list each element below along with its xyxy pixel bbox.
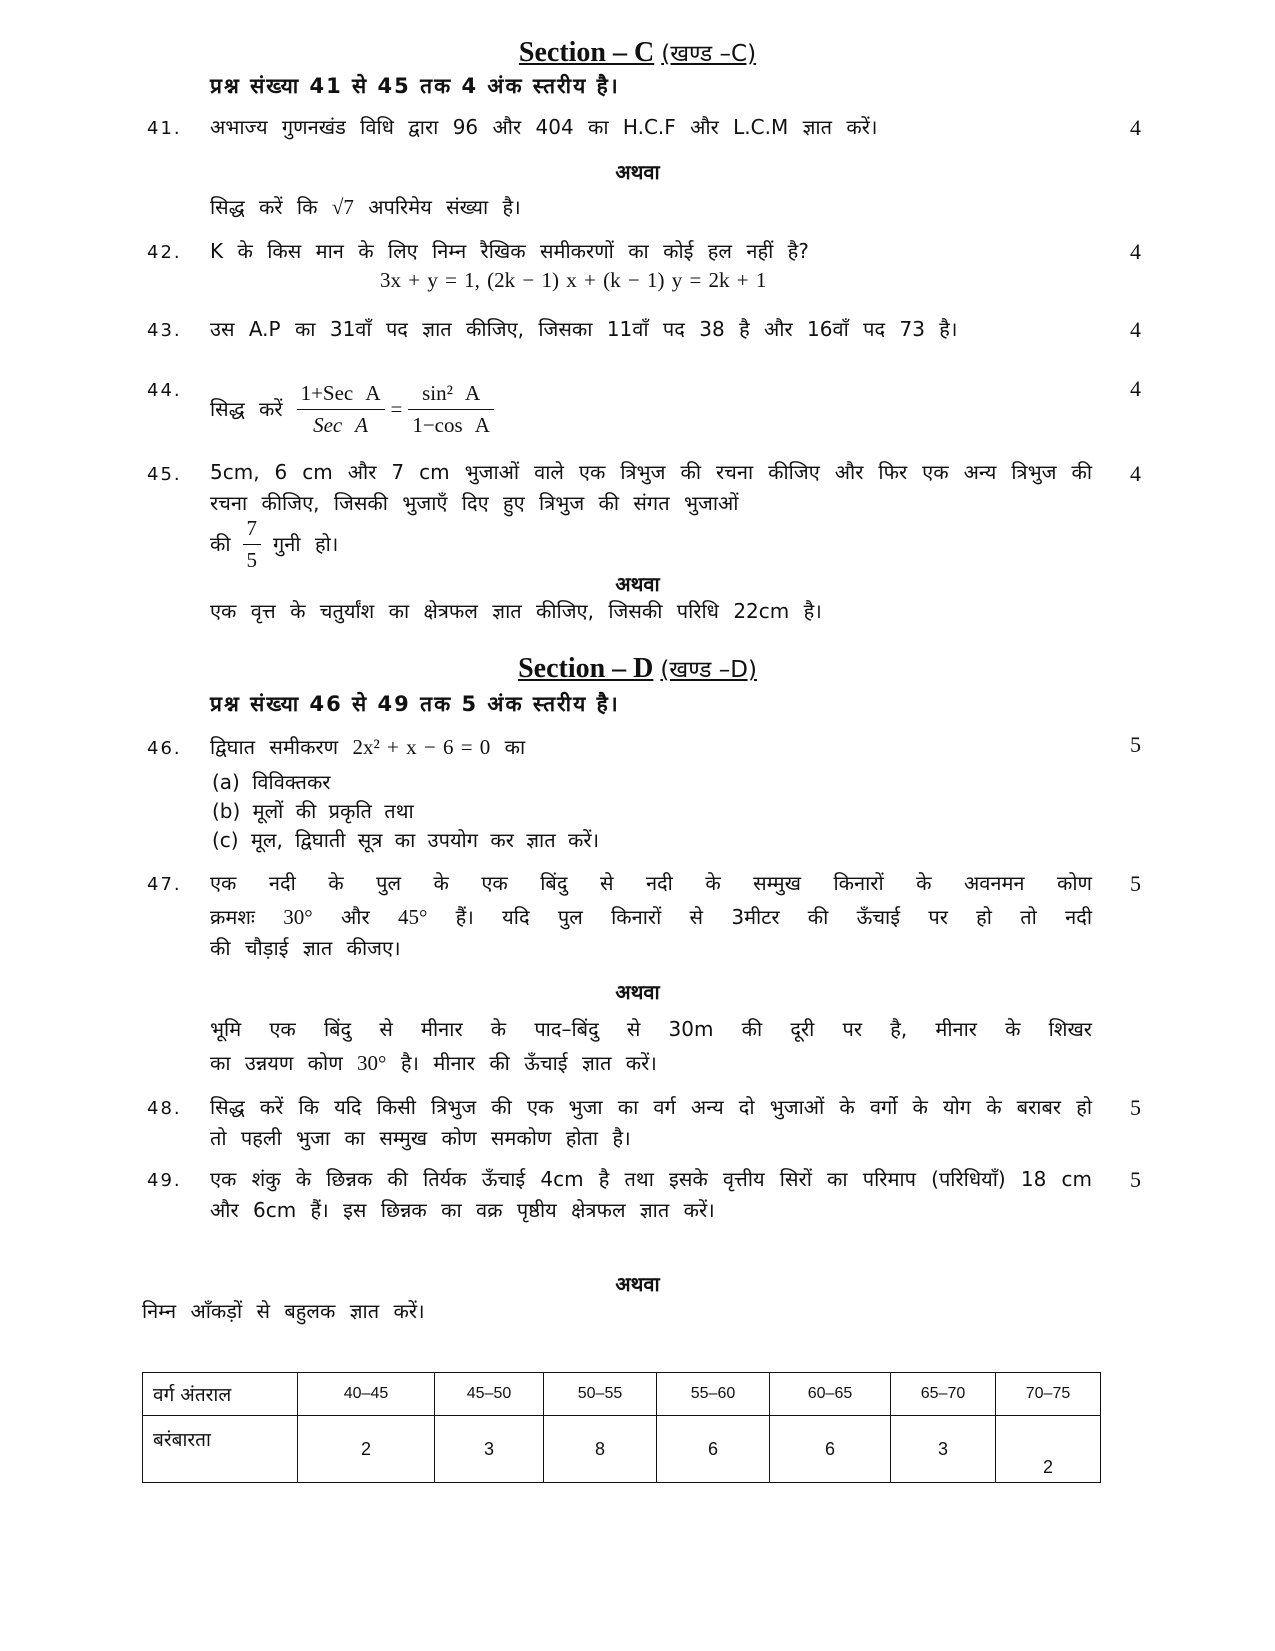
question-44-prefix: सिद्ध करें: [210, 397, 283, 421]
question-42-marks: 4: [1130, 239, 1141, 264]
question-number: 47.: [147, 874, 182, 895]
sub-item-a: (a) विविक्तकर: [212, 770, 331, 794]
table-row: [143, 1373, 1101, 1416]
table-row-header: बरंबारता: [143, 1416, 298, 1483]
question-number: 49.: [147, 1170, 182, 1191]
question-number: 44.: [147, 380, 182, 401]
table-row: [143, 1416, 1101, 1483]
table-cell: 55–60: [657, 1373, 770, 1416]
question-number: 43.: [147, 320, 182, 341]
section-c-title-en: Section – C: [518, 37, 655, 68]
table-cell: 2: [996, 1416, 1101, 1483]
question-number: 45.: [147, 464, 182, 485]
question-49-text: एक शंकु के छिन्नक की तिर्यक ऊँचाई 4cm है तथा इसके वृत्तीय सिरों का परिमाप (परिधियाँ) 18 cm और 6cm हैं। इस छिन्नक का वक्र पृष्ठीय क्षेत्रफल ज्ञात करें।: [210, 1167, 1092, 1222]
angle-forty-five: 45°: [397, 905, 428, 929]
fraction-rhs-numerator: sin² A: [408, 378, 494, 410]
question-47-line2-b: और: [341, 905, 370, 929]
angle-thirty: 30°: [357, 1051, 387, 1075]
table-cell: 65–70: [891, 1373, 996, 1416]
question-42-equation: 3x + y = 1, (2k − 1) x + (k − 1) y = 2k + 1: [380, 268, 767, 292]
question-47-alt-line2-a: का उन्नयण कोण: [210, 1051, 343, 1075]
question-46-before: द्विघात समीकरण: [210, 735, 339, 759]
section-d-title-en: Section – D: [518, 653, 654, 684]
frequency-table: [142, 1372, 1101, 1483]
fraction-numerator: 7: [243, 513, 262, 545]
question-number: 46.: [147, 738, 182, 759]
fraction-rhs: [408, 378, 494, 441]
or-label: अथवा: [615, 572, 660, 596]
section-d-title: [0, 652, 1275, 685]
question-47-line2: [210, 902, 1092, 933]
question-41-marks: 4: [1130, 115, 1141, 140]
fraction-seven-fifths: [243, 513, 262, 576]
question-45-alt: एक वृत्त के चतुर्यांश का क्षेत्रफल ज्ञात कीजिए, जिसकी परिधि 22cm है।: [210, 599, 822, 623]
question-42-text: K के किस मान के लिए निम्न रैखिक समीकरणों का कोई हल नहीं है?: [210, 239, 809, 263]
table-row-header: वर्ग अंतराल: [143, 1373, 298, 1416]
section-c-note: प्रश्न संख्या 41 से 45 तक 4 अंक स्तरीय है।: [210, 74, 620, 98]
section-d-title-hi: (खण्ड –D): [660, 657, 757, 683]
or-label: अथवा: [615, 980, 660, 1004]
table-cell: 60–65: [770, 1373, 891, 1416]
fraction-lhs: [297, 378, 385, 441]
or-label: अथवा: [615, 160, 660, 184]
or-label: अथवा: [615, 1272, 660, 1296]
table-cell: 6: [770, 1416, 891, 1483]
table-cell: 3: [891, 1416, 996, 1483]
question-47-alt-line1: भूमि एक बिंदु से मीनार के पाद–बिंदु से 30m की दूरी पर है, मीनार के शिखर: [210, 1017, 1092, 1041]
question-number: 42.: [147, 242, 182, 263]
sub-item-c: (c) मूल, द्विघाती सूत्र का उपयोग कर ज्ञात करें।: [212, 828, 600, 852]
fraction-lhs-numerator: 1+Sec A: [297, 378, 385, 410]
table-cell: 40–45: [298, 1373, 435, 1416]
question-47-alt-line2: [210, 1048, 1092, 1079]
question-44-marks: 4: [1130, 376, 1141, 401]
question-48-marks: 5: [1130, 1095, 1141, 1120]
table-cell: 8: [544, 1416, 657, 1483]
angle-thirty: 30°: [283, 905, 313, 929]
question-46-after: का: [504, 735, 526, 759]
question-41-text: अभाज्य गुणनखंड विधि द्वारा 96 और 404 का H.C.F और L.C.M ज्ञात करें।: [210, 115, 878, 139]
question-41-alt: [210, 192, 1092, 223]
question-number: 48.: [147, 1098, 182, 1119]
question-47-marks: 5: [1130, 871, 1141, 896]
fraction-rhs-denominator: 1−cos A: [412, 413, 490, 437]
table-cell: 50–55: [544, 1373, 657, 1416]
table-cell: 3: [435, 1416, 544, 1483]
table-cell: 6: [657, 1416, 770, 1483]
question-49-alt: निम्न आँकड़ों से बहुलक ज्ञात करें।: [142, 1299, 425, 1323]
fraction-lhs-denominator: Sec A: [313, 413, 368, 437]
section-c-title: [0, 36, 1275, 69]
equals-sign: =: [390, 397, 403, 421]
question-45-after-frac: गुनी हो।: [273, 532, 339, 556]
question-41-alt-after: अपरिमेय संख्या है।: [368, 195, 521, 219]
question-47-line2-c: हैं। यदि पुल किनारों से 3मीटर की ऊँचाई पर हो तो नदी: [455, 905, 1093, 929]
question-43-text: उस A.P का 31वाँ पद ज्ञात कीजिए, जिसका 11वाँ पद 38 है और 16वाँ पद 73 है।: [210, 317, 958, 341]
question-48-text: सिद्ध करें कि यदि किसी त्रिभुज की एक भुजा का वर्ग अन्य दो भुजाओं के वर्गो के योग के बराबर हो तो पहली भुजा का सम्मुख कोण समकोण होता है।: [210, 1095, 1092, 1150]
question-47-line3: की चौड़ाई ज्ञात कीजए।: [210, 936, 401, 960]
question-43-marks: 4: [1130, 317, 1141, 342]
quadratic-equation: 2x² + x − 6 = 0: [352, 735, 491, 759]
table-cell: 70–75: [996, 1373, 1101, 1416]
question-44-text: [210, 378, 1092, 441]
question-45-before-frac: की: [210, 532, 231, 556]
section-d-note: प्रश्न संख्या 46 से 49 तक 5 अंक स्तरीय है।: [210, 692, 620, 716]
section-c-title-hi: (खण्ड –C): [661, 41, 757, 67]
question-41-alt-before: सिद्ध करें कि: [210, 195, 318, 219]
question-number: 41.: [147, 118, 182, 139]
table-cell: 2: [298, 1416, 435, 1483]
table-cell: 45–50: [435, 1373, 544, 1416]
question-46-marks: 5: [1130, 732, 1141, 757]
question-45-marks: 4: [1130, 461, 1141, 486]
question-45-frac-line: [210, 513, 1092, 576]
fraction-denominator: 5: [246, 548, 258, 572]
question-47-line1: एक नदी के पुल के एक बिंदु से नदी के सम्मुख किनारों के अवनमन कोण: [210, 871, 1092, 895]
question-45-text: 5cm, 6 cm और 7 cm भुजाओं वाले एक त्रिभुज की रचना कीजिए और फिर एक अन्य त्रिभुज की रचना कीजिए, जिसकी भुजाएँ दिए हुए त्रिभुज की संगत भुजाओं: [210, 460, 1092, 515]
question-49-marks: 5: [1130, 1167, 1141, 1192]
question-46-text: [210, 732, 1092, 763]
sqrt-expression: √7: [331, 195, 354, 219]
question-47-line2-a: क्रमशः: [210, 905, 255, 929]
sub-item-b: (b) मूलों की प्रकृति तथा: [212, 799, 414, 823]
question-47-alt-line2-b: है। मीनार की ऊँचाई ज्ञात करें।: [400, 1051, 657, 1075]
